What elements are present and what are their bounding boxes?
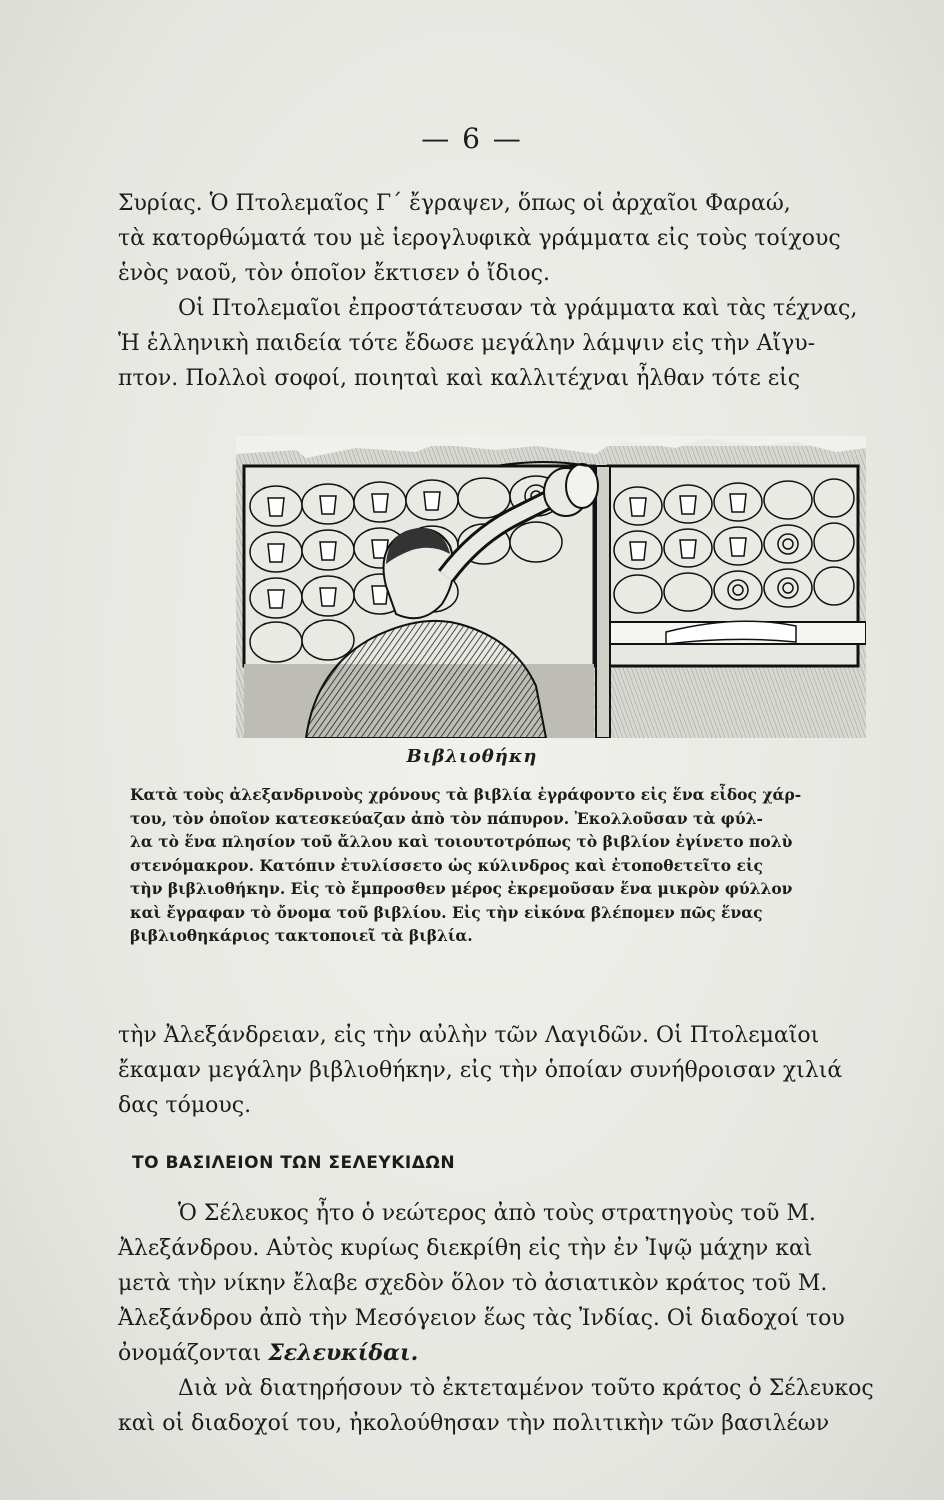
figure-caption-title: Βιβλιοθήκη — [406, 746, 538, 767]
text-line: Ὁ Σέλευκος ἦτο ὁ νεώτερος ἀπὸ τοὺς στρατηγοὺς τοῦ Μ. — [178, 1201, 816, 1226]
paragraph-2 — [118, 1018, 878, 1123]
paragraph-3 — [118, 1196, 888, 1441]
caption-line: καὶ ἔγραφαν τὸ ὄνομα τοῦ βιβλίου. Εἰς τὴν εἰκόνα βλέπομεν πῶς ἕνας — [130, 902, 763, 922]
text-line: πτον. Πολλοὶ σοφοί, ποιηταὶ καὶ καλλιτέχναι ἦλθαν τότε εἰς — [118, 366, 801, 391]
text-line: ἔκαμαν μεγάλην βιβλιοθήκην, εἰς τὴν ὁποίαν συνήθροισαν χιλιά — [118, 1058, 843, 1083]
text-line: δας τόμους. — [118, 1093, 252, 1118]
text-line: Συρίας. Ὁ Πτολεμαῖος Γ΄ ἔγραψεν, ὅπως οἱ ἀρχαῖοι Φαραώ, — [118, 191, 791, 216]
text-fragment: ὀνομάζονται — [118, 1341, 262, 1366]
page-number: — 6 — — [421, 122, 523, 155]
caption-line: Κατὰ τοὺς ἀλεξανδρινοὺς χρόνους τὰ βιβλία ἐγράφοντο εἰς ἕνα εἶδος χάρ- — [130, 785, 802, 804]
librarian-scrolls-drawing — [236, 436, 866, 738]
text-line: μετὰ τὴν νίκην ἔλαβε σχεδὸν ὅλον τὸ ἀσιατικὸν κράτος τοῦ Μ. — [118, 1271, 828, 1296]
text-line: καὶ οἱ διαδοχοί του, ἠκολούθησαν τὴν πολιτικὴν τῶν βασιλέων — [118, 1411, 830, 1436]
text-line: Ἀλεξάνδρου ἀπὸ τὴν Μεσόγειον ἕως τὰς Ἰνδίας. Οἱ διαδοχοί του — [118, 1306, 845, 1331]
text-line: Ἡ ἑλληνικὴ παιδεία τότε ἔδωσε μεγάλην λάμψιν εἰς τὴν Αἴγυ- — [118, 331, 816, 356]
caption-line: στενόμακρον. Κατόπιν ἐτυλίσσετο ὡς κύλινδρος καὶ ἐτοποθετεῖτο εἰς — [130, 855, 763, 875]
figure-caption — [130, 783, 880, 948]
text-line: Οἱ Πτολεμαῖοι ἐπροστάτευσαν τὰ γράμματα καὶ τὰς τέχνας, — [178, 296, 858, 321]
section-heading: ΤΟ ΒΑΣΙΛΕΙΟΝ ΤΩΝ ΣΕΛΕΥΚΙΔΩΝ — [132, 1153, 456, 1173]
paragraph-1 — [118, 186, 878, 396]
text-line: τὰ κατορθώματά του μὲ ἱερογλυφικὰ γράμματα εἰς τοὺς τοίχους — [118, 226, 841, 251]
caption-line: του, τὸν ὁποῖον κατεσκεύαζαν ἀπὸ τὸν πάπυρον. Ἐκολλοῦσαν τὰ φύλ- — [130, 808, 763, 828]
emphasized-term: Σελευκίδαι. — [268, 1340, 419, 1366]
text-line — [118, 1336, 888, 1371]
caption-line: βιβλιοθηκάριος τακτοποιεῖ τὰ βιβλία. — [130, 926, 473, 945]
text-line: τὴν Ἀλεξάνδρειαν, εἰς τὴν αὐλὴν τῶν Λαγιδῶν. Οἱ Πτολεμαῖοι — [118, 1023, 820, 1048]
caption-line: τὴν βιβλιοθήκην. Εἰς τὸ ἔμπροσθεν μέρος ἐκρεμοῦσαν ἕνα μικρὸν φύλλον — [130, 879, 793, 898]
library-illustration — [236, 436, 866, 738]
text-line: ἑνὸς ναοῦ, τὸν ὁποῖον ἔκτισεν ὁ ἴδιος. — [118, 261, 550, 286]
caption-line: λα τὸ ἕνα πλησίον τοῦ ἄλλου καὶ τοιουτοτρόπως τὸ βιβλίον ἐγίνετο πολὺ — [130, 832, 793, 851]
text-line: Διὰ νὰ διατηρήσουν τὸ ἐκτεταμένον τοῦτο κράτος ὁ Σέλευκος — [178, 1376, 874, 1401]
text-line: Ἀλεξάνδρου. Αὐτὸς κυρίως διεκρίθη εἰς τὴν ἐν Ἰψῷ μάχην καὶ — [118, 1236, 813, 1261]
